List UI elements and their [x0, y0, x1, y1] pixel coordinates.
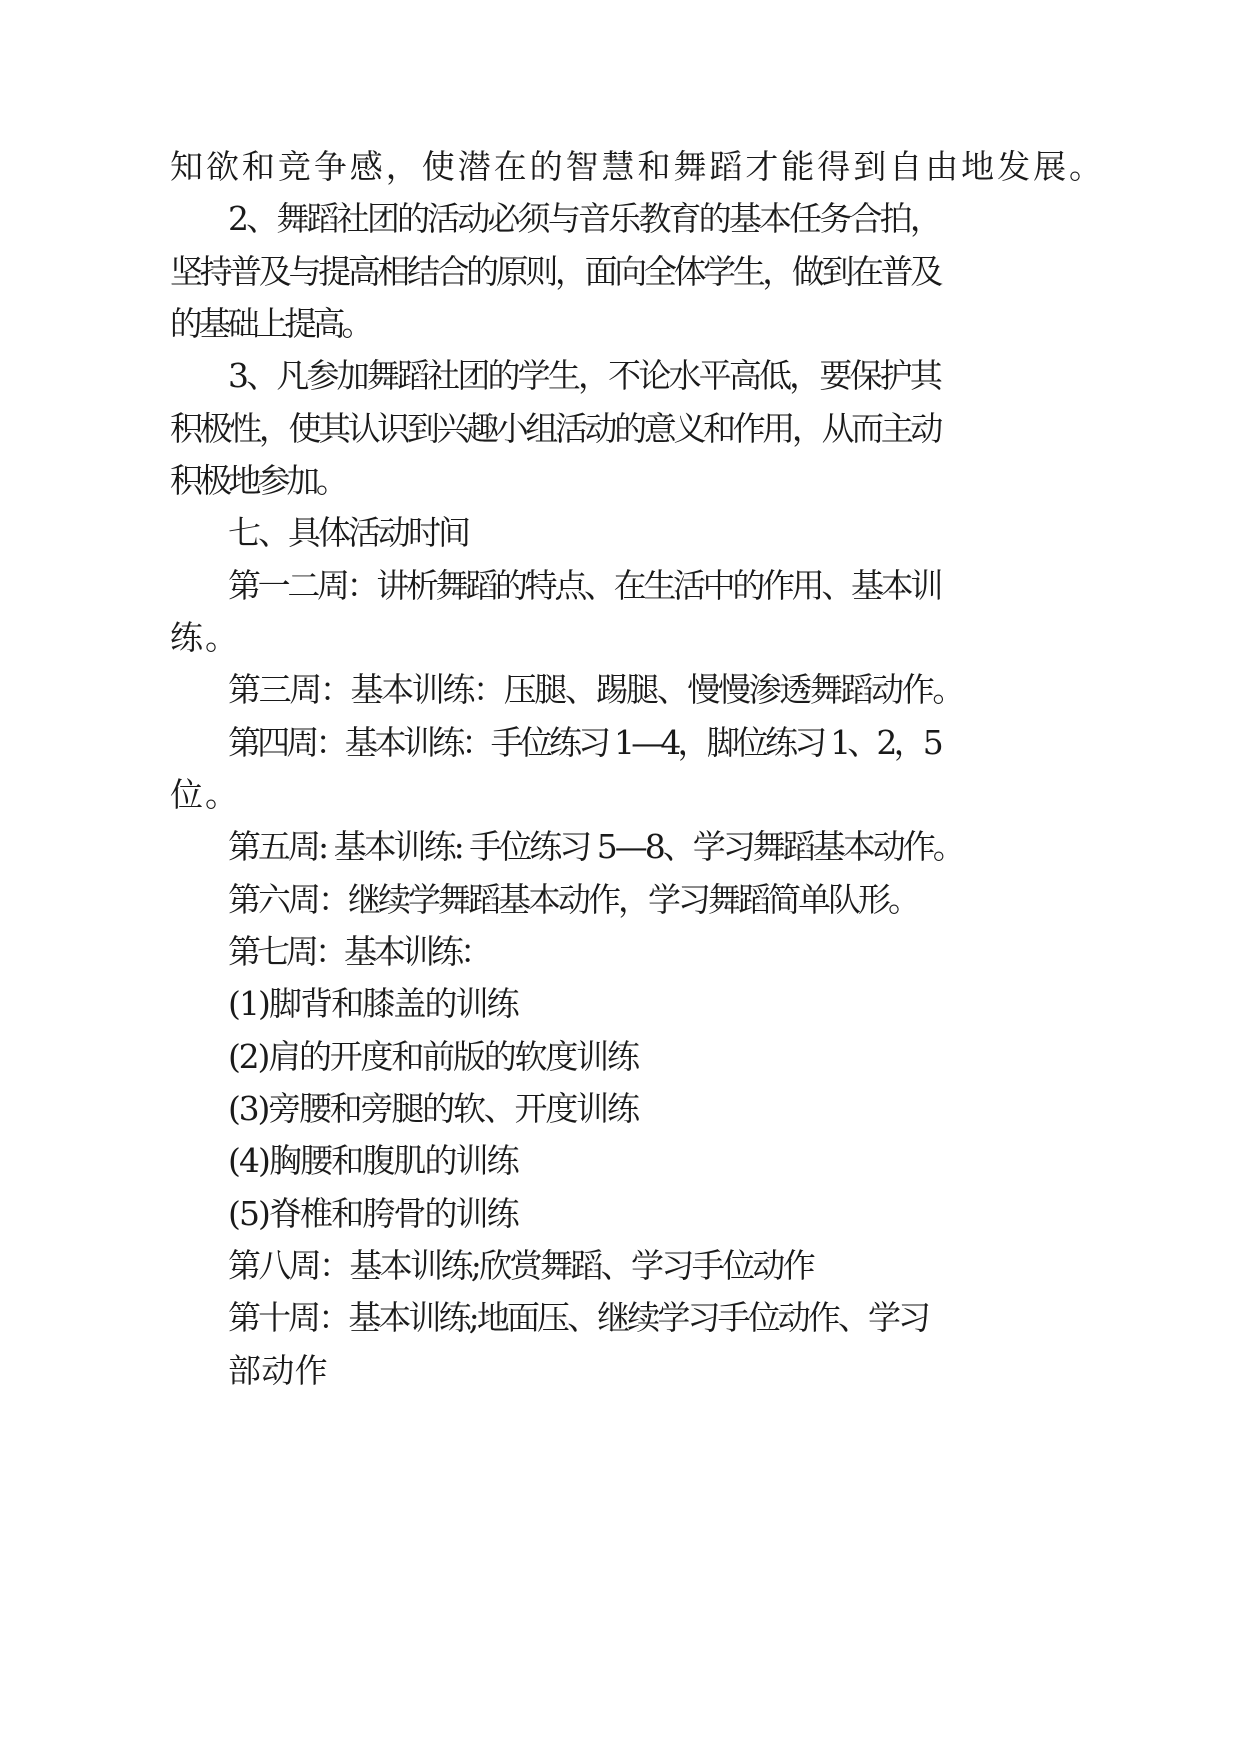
text-line: 3、凡参加舞蹈社团的学生，不论水平高低，要保护其 — [228, 356, 940, 395]
text-line: 位。 — [170, 775, 240, 814]
text-line: 第七周：基本训练： — [228, 932, 489, 971]
list-item: (2)肩的开度和前版的软度训练 — [228, 1037, 638, 1076]
text-line: 第四周：基本训练：手位练习 1—4，脚位练习 1、2，5 — [228, 723, 940, 762]
list-item: (4)胸腰和腹肌的训练 — [228, 1141, 518, 1180]
text-line: 第十周：基本训练;地面压、继续学习手位动作、学习 — [228, 1298, 929, 1337]
text-line: 积极地参加。 — [170, 461, 346, 500]
text-line: 2、舞蹈社团的活动必须与音乐教育的基本任务合拍， — [228, 199, 940, 238]
list-item: (1)脚背和膝盖的训练 — [228, 984, 518, 1023]
text-line: 部动作 — [228, 1351, 328, 1390]
list-item: (3)旁腰和旁腿的软、开度训练 — [228, 1089, 638, 1128]
text-line: 知欲和竞争感，使潜在的智慧和舞蹈才能得到自由地发展。 — [170, 147, 1105, 186]
text-line: 的基础上提高。 — [170, 304, 370, 343]
text-line: 第三周：基本训练：压腿、踢腿、慢慢渗透舞蹈动作。 — [228, 670, 963, 709]
text-line: 积极性，使其认识到兴趣小组活动的意义和作用，从而主动 — [170, 409, 941, 448]
text-line: 第八周：基本训练;欣赏舞蹈、学习手位动作 — [228, 1246, 814, 1285]
text-line: 练。 — [170, 618, 240, 657]
text-line: 第六周：继续学舞蹈基本动作，学习舞蹈简单队形。 — [228, 880, 918, 919]
text-line: 坚持普及与提高相结合的原则，面向全体学生，做到在普及 — [170, 252, 941, 291]
section-heading: 七、具体活动时间 — [228, 513, 468, 552]
list-item: (5)脊椎和胯骨的训练 — [228, 1194, 518, 1233]
text-line: 第五周: 基本训练: 手位练习 5—8、学习舞蹈基本动作。 — [228, 827, 963, 866]
text-line: 第一二周：讲析舞蹈的特点、在生活中的作用、基本训 — [228, 566, 941, 605]
